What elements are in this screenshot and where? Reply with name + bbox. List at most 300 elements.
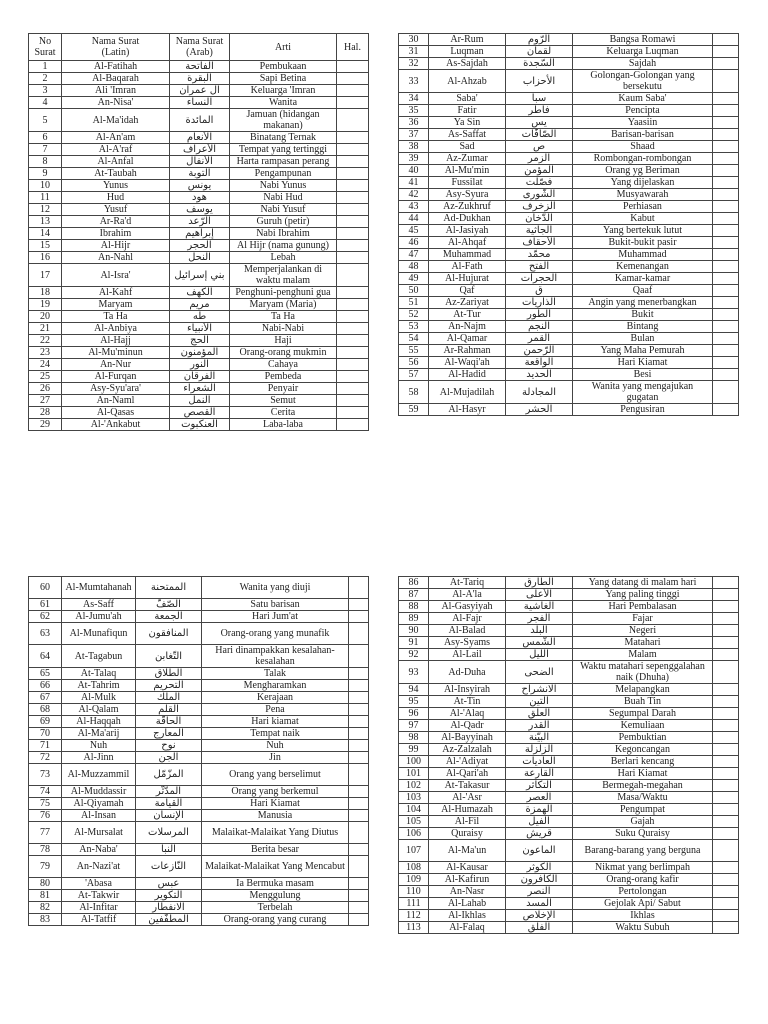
- surah-meaning: Mengharamkan: [202, 680, 349, 692]
- surah-number: 58: [399, 381, 429, 404]
- surah-name-latin: At-Tahrim: [62, 680, 136, 692]
- surah-name-latin: Al-Qalam: [62, 704, 136, 716]
- table-row: [399, 577, 739, 589]
- surah-meaning: Orang-orang yang curang: [202, 914, 349, 926]
- surah-name-arabic: الانفطار: [136, 902, 202, 914]
- surah-name-latin: Fussilat: [429, 177, 506, 189]
- page-cell: [337, 311, 369, 323]
- surah-name-arabic: الجن: [136, 752, 202, 764]
- surah-name-latin: Az-Zumar: [429, 153, 506, 165]
- surah-name-arabic: مريم: [170, 299, 230, 311]
- header-hal: Hal.: [337, 34, 369, 61]
- page-cell: [713, 922, 739, 934]
- surah-name-arabic: الفلق: [506, 922, 573, 934]
- surah-meaning: Bukit-bukit pasir: [573, 237, 713, 249]
- surah-meaning: Kegoncangan: [573, 744, 713, 756]
- table-row: [399, 804, 739, 816]
- page-cell: [713, 345, 739, 357]
- surah-name-latin: Saba': [429, 93, 506, 105]
- surah-name-arabic: الزخرف: [506, 201, 573, 213]
- surah-number: 69: [29, 716, 62, 728]
- table-row: [399, 684, 739, 696]
- surah-number: 91: [399, 637, 429, 649]
- surah-name-latin: Al-A'raf: [62, 144, 170, 156]
- surah-name-latin: Al-Hajj: [62, 335, 170, 347]
- page-cell: [337, 132, 369, 144]
- page-cell: [337, 240, 369, 252]
- surah-meaning: Penyair: [230, 383, 337, 395]
- surah-name-latin: Al-Fatihah: [62, 61, 170, 73]
- surah-number: 67: [29, 692, 62, 704]
- surah-name-arabic: المطفّفين: [136, 914, 202, 926]
- surah-name-arabic: البيّنة: [506, 732, 573, 744]
- table-row: [29, 844, 369, 856]
- surah-name-latin: Al-'Asr: [429, 792, 506, 804]
- surah-number: 29: [29, 419, 62, 431]
- surah-name-arabic: الرّحمن: [506, 345, 573, 357]
- page-cell: [713, 261, 739, 273]
- surah-number: 97: [399, 720, 429, 732]
- surah-meaning: Malaikat-Malaikat Yang Diutus: [202, 822, 349, 844]
- surah-name-latin: An-Najm: [429, 321, 506, 333]
- table-row: [29, 704, 369, 716]
- surah-number: 108: [399, 862, 429, 874]
- surah-meaning: Bulan: [573, 333, 713, 345]
- surah-number: 30: [399, 34, 429, 46]
- surah-name-latin: Al-Kausar: [429, 862, 506, 874]
- table-row: [29, 192, 369, 204]
- page-cell: [349, 764, 369, 786]
- surah-name-arabic: الجمعة: [136, 611, 202, 623]
- surah-name-latin: Az-Zukhruf: [429, 201, 506, 213]
- surah-name-latin: An-Naba': [62, 844, 136, 856]
- surah-number: 41: [399, 177, 429, 189]
- surah-meaning: Haji: [230, 335, 337, 347]
- table-row: [29, 109, 369, 132]
- surah-name-latin: Al-Isra': [62, 264, 170, 287]
- surah-name-arabic: العنكبوت: [170, 419, 230, 431]
- page-cell: [713, 58, 739, 70]
- surah-name-arabic: الفاتحة: [170, 61, 230, 73]
- table-row: [399, 165, 739, 177]
- page-cell: [713, 874, 739, 886]
- surah-meaning: Waktu matahari sepenggalahan naik (Dhuha): [573, 661, 713, 684]
- table-row: [29, 228, 369, 240]
- surah-meaning: Orang-orang yang munafik: [202, 623, 349, 645]
- surah-number: 113: [399, 922, 429, 934]
- table-row: [29, 577, 369, 599]
- table-row: [399, 637, 739, 649]
- surah-name-arabic: طه: [170, 311, 230, 323]
- surah-name-arabic: الصّفّ: [136, 599, 202, 611]
- surah-number: 6: [29, 132, 62, 144]
- surah-number: 70: [29, 728, 62, 740]
- surah-meaning: Semut: [230, 395, 337, 407]
- surah-name-arabic: المعارج: [136, 728, 202, 740]
- surah-table-4: [398, 576, 739, 934]
- surah-name-arabic: المائدة: [170, 109, 230, 132]
- table-row: [399, 768, 739, 780]
- surah-name-arabic: الدّخان: [506, 213, 573, 225]
- surah-name-arabic: يس: [506, 117, 573, 129]
- surah-meaning: Hari Kiamat: [573, 768, 713, 780]
- surah-meaning: Pencipta: [573, 105, 713, 117]
- table-row: [29, 335, 369, 347]
- surah-number: 25: [29, 371, 62, 383]
- surah-number: 94: [399, 684, 429, 696]
- surah-number: 66: [29, 680, 62, 692]
- header-arti: Arti: [230, 34, 337, 61]
- surah-number: 105: [399, 816, 429, 828]
- surah-number: 83: [29, 914, 62, 926]
- surah-name-latin: Al-Mumtahanah: [62, 577, 136, 599]
- surah-name-latin: Al-Infitar: [62, 902, 136, 914]
- page-cell: [713, 70, 739, 93]
- page-cell: [337, 168, 369, 180]
- surah-meaning: Al Hijr (nama gunung): [230, 240, 337, 252]
- page-cell: [349, 728, 369, 740]
- surah-name-latin: Al-Muzzammil: [62, 764, 136, 786]
- surah-meaning: Hari Pembalasan: [573, 601, 713, 613]
- table-row: [29, 168, 369, 180]
- surah-number: 16: [29, 252, 62, 264]
- page-cell: [713, 225, 739, 237]
- surah-name-arabic: الأحزاب: [506, 70, 573, 93]
- surah-meaning: Masa/Waktu: [573, 792, 713, 804]
- page-cell: [713, 862, 739, 874]
- surah-number: 102: [399, 780, 429, 792]
- surah-meaning: Orang-orang kafir: [573, 874, 713, 886]
- page-cell: [713, 637, 739, 649]
- table-row: [29, 878, 369, 890]
- surah-name-latin: Fatir: [429, 105, 506, 117]
- surah-name-arabic: آل عمران: [170, 85, 230, 97]
- surah-name-latin: As-Saffat: [429, 129, 506, 141]
- surah-meaning: Yang datang di malam hari: [573, 577, 713, 589]
- surah-name-arabic: هود: [170, 192, 230, 204]
- page-cell: [349, 786, 369, 798]
- surah-name-latin: An-Nasr: [429, 886, 506, 898]
- surah-name-latin: Al-Jasiyah: [429, 225, 506, 237]
- surah-meaning: Barang-barang yang berguna: [573, 840, 713, 862]
- surah-number: 56: [399, 357, 429, 369]
- table-row: [29, 144, 369, 156]
- table-row: [29, 716, 369, 728]
- surah-name-latin: Al-Balad: [429, 625, 506, 637]
- surah-number: 15: [29, 240, 62, 252]
- surah-number: 52: [399, 309, 429, 321]
- surah-name-latin: Al-Tatfif: [62, 914, 136, 926]
- page-cell: [349, 810, 369, 822]
- surah-meaning: Pengumpat: [573, 804, 713, 816]
- table-row: [399, 922, 739, 934]
- table-row: [29, 216, 369, 228]
- surah-number: 73: [29, 764, 62, 786]
- surah-name-latin: Ali 'Imran: [62, 85, 170, 97]
- page-cell: [713, 381, 739, 404]
- surah-name-arabic: الحج: [170, 335, 230, 347]
- surah-name-arabic: الأعراف: [170, 144, 230, 156]
- table-row: [399, 862, 739, 874]
- surah-name-latin: Al-Fath: [429, 261, 506, 273]
- surah-meaning: Jin: [202, 752, 349, 764]
- table-row: [29, 752, 369, 764]
- table-row: [29, 822, 369, 844]
- page-cell: [713, 177, 739, 189]
- surah-number: 46: [399, 237, 429, 249]
- table-row: [399, 649, 739, 661]
- surah-meaning: Musyawarah: [573, 189, 713, 201]
- surah-name-latin: Asy-Syu'ara': [62, 383, 170, 395]
- surah-number: 95: [399, 696, 429, 708]
- surah-name-arabic: الحشر: [506, 404, 573, 416]
- surah-name-arabic: لقمان: [506, 46, 573, 58]
- surah-name-latin: An-Nazi'at: [62, 856, 136, 878]
- table-row: [399, 381, 739, 404]
- surah-name-latin: Al-Qiyamah: [62, 798, 136, 810]
- table-row: [399, 601, 739, 613]
- surah-meaning: Guruh (petir): [230, 216, 337, 228]
- table-row: [29, 810, 369, 822]
- surah-meaning: Bermegah-megahan: [573, 780, 713, 792]
- page-cell: [337, 228, 369, 240]
- page-cell: [713, 404, 739, 416]
- page-cell: [713, 804, 739, 816]
- table-row: [399, 625, 739, 637]
- surah-number: 96: [399, 708, 429, 720]
- table-row: [29, 156, 369, 168]
- surah-number: 77: [29, 822, 62, 844]
- surah-name-latin: Al-Mursalat: [62, 822, 136, 844]
- surah-name-latin: Al-Lail: [429, 649, 506, 661]
- surah-name-latin: Al-Insan: [62, 810, 136, 822]
- surah-name-arabic: الذاريات: [506, 297, 573, 309]
- table-row: [29, 692, 369, 704]
- surah-name-arabic: الحديد: [506, 369, 573, 381]
- surah-name-latin: Ibrahim: [62, 228, 170, 240]
- table-row: [29, 668, 369, 680]
- surah-meaning: Harta rampasan perang: [230, 156, 337, 168]
- surah-name-arabic: فاطر: [506, 105, 573, 117]
- table-row: [29, 680, 369, 692]
- surah-meaning: Malaikat-Malaikat Yang Mencabut: [202, 856, 349, 878]
- table-row: [29, 786, 369, 798]
- page-cell: [337, 109, 369, 132]
- table-row: [29, 914, 369, 926]
- page-cell: [349, 716, 369, 728]
- table-row: [399, 297, 739, 309]
- surah-number: 27: [29, 395, 62, 407]
- surah-name-latin: Al-Kafirun: [429, 874, 506, 886]
- surah-name-arabic: الأحقاف: [506, 237, 573, 249]
- surah-name-arabic: الهمزة: [506, 804, 573, 816]
- surah-number: 5: [29, 109, 62, 132]
- page-cell: [713, 732, 739, 744]
- surah-name-latin: Al-Mujadilah: [429, 381, 506, 404]
- table-row: [399, 589, 739, 601]
- page-cell: [349, 752, 369, 764]
- surah-name-arabic: القيامة: [136, 798, 202, 810]
- surah-name-arabic: الأنفال: [170, 156, 230, 168]
- page-cell: [349, 623, 369, 645]
- page-cell: [713, 792, 739, 804]
- page-cell: [713, 649, 739, 661]
- surah-meaning: Kemuliaan: [573, 720, 713, 732]
- page-cell: [713, 105, 739, 117]
- surah-name-latin: Al-Anfal: [62, 156, 170, 168]
- table-row: [29, 798, 369, 810]
- surah-number: 28: [29, 407, 62, 419]
- page-cell: [713, 93, 739, 105]
- surah-name-latin: Asy-Syura: [429, 189, 506, 201]
- surah-meaning: Ta Ha: [230, 311, 337, 323]
- surah-name-latin: As-Saff: [62, 599, 136, 611]
- surah-number: 86: [399, 577, 429, 589]
- page-cell: [337, 192, 369, 204]
- surah-number: 71: [29, 740, 62, 752]
- surah-meaning: Fajar: [573, 613, 713, 625]
- surah-name-latin: Ar-Rahman: [429, 345, 506, 357]
- surah-meaning: Jamuan (hidangan makanan): [230, 109, 337, 132]
- surah-number: 47: [399, 249, 429, 261]
- surah-name-latin: Al-'Ankabut: [62, 419, 170, 431]
- surah-meaning: Pembuktian: [573, 732, 713, 744]
- surah-meaning: Hari Jum'at: [202, 611, 349, 623]
- surah-number: 62: [29, 611, 62, 623]
- surah-meaning: Barisan-barisan: [573, 129, 713, 141]
- table-row: [399, 225, 739, 237]
- surah-name-arabic: عبس: [136, 878, 202, 890]
- surah-meaning: Cahaya: [230, 359, 337, 371]
- table-row: [399, 93, 739, 105]
- surah-meaning: Pembukaan: [230, 61, 337, 73]
- table-row: [399, 613, 739, 625]
- surah-name-latin: Az-Zalzalah: [429, 744, 506, 756]
- page-cell: [337, 85, 369, 97]
- surah-meaning: Kamar-kamar: [573, 273, 713, 285]
- table-row: [29, 599, 369, 611]
- surah-name-arabic: التوبة: [170, 168, 230, 180]
- surah-meaning: Berita besar: [202, 844, 349, 856]
- table-row: [399, 886, 739, 898]
- surah-name-arabic: الإنسان: [136, 810, 202, 822]
- surah-name-arabic: الصّافّات: [506, 129, 573, 141]
- surah-name-latin: 'Abasa: [62, 878, 136, 890]
- table-row: [29, 240, 369, 252]
- page-cell: [337, 335, 369, 347]
- surah-meaning: Kemenangan: [573, 261, 713, 273]
- surah-name-arabic: يوسف: [170, 204, 230, 216]
- surah-name-arabic: القلم: [136, 704, 202, 716]
- table-row: [399, 780, 739, 792]
- surah-number: 50: [399, 285, 429, 297]
- surah-name-arabic: الليل: [506, 649, 573, 661]
- surah-name-latin: Maryam: [62, 299, 170, 311]
- surah-meaning: Segumpal Darah: [573, 708, 713, 720]
- surah-meaning: Wanita yang mengajukan gugatan: [573, 381, 713, 404]
- table-row: [29, 728, 369, 740]
- surah-name-arabic: البقرة: [170, 73, 230, 85]
- surah-number: 18: [29, 287, 62, 299]
- surah-name-latin: An-Nur: [62, 359, 170, 371]
- table-row: [29, 359, 369, 371]
- surah-number: 59: [399, 404, 429, 416]
- surah-name-latin: At-Talaq: [62, 668, 136, 680]
- table-row: [29, 204, 369, 216]
- page-cell: [713, 910, 739, 922]
- surah-name-arabic: الطلاق: [136, 668, 202, 680]
- surah-meaning: Yang dijelaskan: [573, 177, 713, 189]
- surah-number: 80: [29, 878, 62, 890]
- surah-number: 100: [399, 756, 429, 768]
- page-cell: [349, 914, 369, 926]
- surah-number: 10: [29, 180, 62, 192]
- surah-name-arabic: النمل: [170, 395, 230, 407]
- page-cell: [337, 252, 369, 264]
- surah-meaning: Pertolongan: [573, 886, 713, 898]
- surah-number: 37: [399, 129, 429, 141]
- page-cell: [337, 323, 369, 335]
- surah-name-arabic: العصر: [506, 792, 573, 804]
- page-cell: [713, 601, 739, 613]
- page-cell: [349, 798, 369, 810]
- page-cell: [337, 395, 369, 407]
- surah-number: 44: [399, 213, 429, 225]
- surah-name-arabic: العلق: [506, 708, 573, 720]
- page-cell: [337, 180, 369, 192]
- surah-meaning: Laba-laba: [230, 419, 337, 431]
- surah-number: 13: [29, 216, 62, 228]
- surah-meaning: Qaaf: [573, 285, 713, 297]
- table-row: [399, 105, 739, 117]
- surah-name-arabic: التين: [506, 696, 573, 708]
- surah-name-arabic: يونس: [170, 180, 230, 192]
- table-row: [29, 311, 369, 323]
- table-row: [399, 333, 739, 345]
- table-row: [399, 261, 739, 273]
- surah-name-arabic: ق: [506, 285, 573, 297]
- page-cell: [337, 359, 369, 371]
- surah-number: 49: [399, 273, 429, 285]
- surah-number: 26: [29, 383, 62, 395]
- surah-name-arabic: الشعراء: [170, 383, 230, 395]
- surah-name-latin: At-Tariq: [429, 577, 506, 589]
- surah-meaning: Pena: [202, 704, 349, 716]
- table-row: [399, 874, 739, 886]
- page-cell: [713, 117, 739, 129]
- surah-number: 1: [29, 61, 62, 73]
- table-row: [29, 902, 369, 914]
- page-cell: [713, 249, 739, 261]
- surah-name-arabic: المزّمّل: [136, 764, 202, 786]
- surah-name-latin: Ta Ha: [62, 311, 170, 323]
- table-row: [399, 720, 739, 732]
- surah-meaning: Binatang Ternak: [230, 132, 337, 144]
- surah-name-arabic: المجادلة: [506, 381, 573, 404]
- surah-name-latin: Al-Mulk: [62, 692, 136, 704]
- page-cell: [713, 768, 739, 780]
- surah-number: 23: [29, 347, 62, 359]
- surah-name-latin: Al-'Adiyat: [429, 756, 506, 768]
- page-cell: [713, 46, 739, 58]
- surah-number: 93: [399, 661, 429, 684]
- table-row: [399, 237, 739, 249]
- surah-meaning: Melapangkan: [573, 684, 713, 696]
- page-cell: [349, 577, 369, 599]
- page-cell: [337, 383, 369, 395]
- table-row: [29, 623, 369, 645]
- surah-number: 39: [399, 153, 429, 165]
